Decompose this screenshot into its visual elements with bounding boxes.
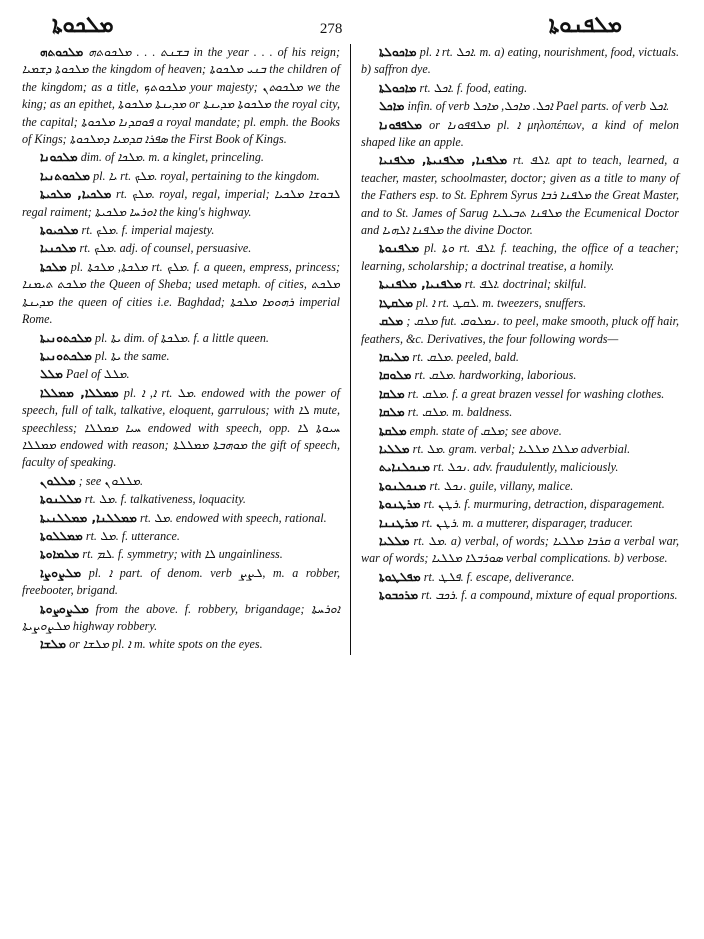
entry-definition: pl. ܝܬܐ dim. of ܡܠܟܬܐ. f. a little queen. xyxy=(92,330,269,345)
entry-headword: ܡܠܟܘܬܢܝܐ xyxy=(40,168,91,183)
dictionary-entry xyxy=(361,587,679,604)
dictionary-entry xyxy=(361,44,679,79)
entry-definition: pl. ܘܬܐ rt. ܐܠܦ. f. teaching, the office of a teacher; learning, scholarship; a doctrinal treatise, a homily. xyxy=(361,241,679,273)
dictionary-entry xyxy=(361,152,679,239)
dictionary-entry xyxy=(361,240,679,275)
entry-definition: rt. ܡܠ. gram. verbal; ܡܠܠܐ ܡܠܠܝܐ adverbial. xyxy=(409,441,631,456)
entry-headword: ܡܢܟܠܢܘܬܐ xyxy=(379,478,427,493)
entry-definition: pl. ܐ part. of denom. verb ܠܨܨ, m. a robber, freebooter, brigand. xyxy=(22,565,340,598)
dictionary-entry xyxy=(361,295,679,312)
dictionary-entry xyxy=(22,601,340,636)
entry-definition: rt. ܦܠܛ. f. escape, deliverance. xyxy=(420,569,575,584)
entry-headword: ܡܠܩܐ xyxy=(379,405,405,420)
entry-definition: Pael of ܡܠܠ. xyxy=(62,367,130,382)
entry-definition: rt. ܐܠܦ. apt to teach, learned, a teacher, master, schoolmaster, doctor; given as a title to many of the Fathers esp. to St. Ephrem Syrus ܡܠܦܢܐ ܪܒܐ the Great Master, and to St. James of Sarug ܡܠܦܢܐ ܬܒܝܠܝܐ the Ecumenical Doctor and ܡܠܦܢܐ ܐܠܗܝܐ the divine Doctor. xyxy=(361,153,679,238)
entry-headword: ܡܠܟܝܐ, ܡܠܟܝܬܐ xyxy=(40,187,112,202)
dictionary-entry xyxy=(22,385,340,472)
entry-headword: ܡܠܦܦܘܢܐ xyxy=(379,117,423,132)
entry-headword: ܡܦܠܛܘܬܐ xyxy=(379,569,421,584)
entry-headword: ܡܠܟܘܬܗ xyxy=(40,45,84,59)
entry-headword: ܡܠܟܬܘܢܝܬܐ xyxy=(40,348,92,363)
entry-headword: ܡܢܟܠܢܐܝܬ xyxy=(379,460,431,475)
entry-definition: pl. ܐ, ܐ rt. ܡܠ. endowed with the power of speech, full of talk, talkative, eloquent, garrulous; with ܠܐ mute, speechless; ܚܝܐ ܡܡܠܠܐ endowed with speech, opp. ܚܝܘܬܐ ܠܐ ܡܡܠܠܐ endowed with reason; ܡܘܗܒܬܐ ܡܡܠܠܬܐ the gift of speech, faculty of speaking. xyxy=(22,385,340,470)
page-header xyxy=(22,8,682,38)
entry-definition: rt. ܡܠܩ. peeled, bald. xyxy=(409,349,519,364)
entry-headword: ܡܠܩܐ xyxy=(379,386,405,401)
entry-headword: ܡܪܛܢܘܬܐ xyxy=(379,497,421,512)
entry-definition: pl. ܝܬܐ the same. xyxy=(92,348,170,363)
entry-definition: rt. ܡܠ. endowed with speech, rational. xyxy=(136,510,327,525)
dictionary-entry xyxy=(22,186,340,221)
entry-headword: ܡܠܘܩܐ xyxy=(379,368,412,383)
entry-headword: ܡܡܠܠܘܬܐ xyxy=(40,528,83,543)
entry-definition: rt. ܠܡ. f. symmetry; with ܠܐ ungainliness. xyxy=(79,547,283,562)
entry-definition: ; ܡܠܩ fut. ܢܡܠܘܩ. to peel, make smooth, pluck off hair, feathers, &c. Derivatives, the four following words— xyxy=(361,314,680,346)
entry-headword: ܡܠܟܘܢܐ xyxy=(40,150,78,165)
entry-headword: ܡܠܠ xyxy=(40,367,63,382)
dictionary-entry xyxy=(361,313,679,348)
dictionary-entry xyxy=(361,515,679,532)
dictionary-entry xyxy=(22,565,340,600)
dictionary-entry xyxy=(22,366,340,383)
entry-headword: ܡܐܟܘܠܬܐ xyxy=(379,45,417,59)
dictionary-entry xyxy=(22,491,340,508)
columns xyxy=(22,44,682,655)
entry-headword: ܡܠܟܬܐ xyxy=(40,259,67,274)
dictionary-entry xyxy=(22,510,340,527)
entry-definition: emph. state of ܡܠܩ; see above. xyxy=(406,423,562,438)
entry-headword: ܡܠܟܬܘܢܝܬܐ xyxy=(40,330,92,345)
entry-headword: ܡܪܛܢܢܐ xyxy=(379,515,419,530)
entry-definition: rt. ܢܟܠ. adv. fraudulently, maliciously. xyxy=(430,460,619,475)
entry-headword: ܡܠܨܘܨܘܬܐ xyxy=(40,601,89,616)
running-head-left: ܡܠܟܘܬܐ xyxy=(52,12,114,37)
entry-headword: ܡܡܠܠܢܐ, ܡܡܠܠܢܝܬܐ xyxy=(40,510,137,525)
entry-definition: pl. ܡܠܟܬܐ, ܡܠܟܬܐ rt. ܡܠܟ. f. a queen, empress, princess; ܡܠܟܬ ܬܝܡܢܐ the Queen of Sheba; used metaph. of cities, ܡܠܟܬ ܡܕܝܢܬܐ the queen of cities i.e. Baghdad; ܪܗܘܡܐ ܡܠܟܬܐ imperial Rome. xyxy=(22,259,340,327)
dictionary-entry xyxy=(22,473,340,490)
dictionary-entry xyxy=(361,276,679,293)
dictionary-entry xyxy=(361,441,679,458)
entry-headword: ܡܠܠܝܐ xyxy=(379,533,410,548)
entry-headword: ܡܪܟܒܘܬܐ xyxy=(379,588,419,603)
entry-headword: ܡܠܩܛܐ xyxy=(379,295,414,310)
entry-definition: rt. ܡܠܟ. f. imperial majesty. xyxy=(78,223,215,238)
dictionary-entry xyxy=(22,330,340,347)
entry-headword: ܡܐܟܘܠܬܐ xyxy=(379,80,417,95)
entry-definition: infin. of verb ܐܟܠ. ܡܐܟܠ, ܡܐܟܠ Pael parts. of verb ܐܟܠ. xyxy=(404,99,670,114)
entry-definition: dim. of ܡܠܟܐ. m. a kinglet, princeling. xyxy=(77,150,264,165)
entry-definition: rt. ܡܠܩ. f. a great brazen vessel for washing clothes. xyxy=(404,386,665,401)
dictionary-entry xyxy=(22,240,340,257)
dictionary-entry xyxy=(361,533,679,568)
dictionary-entry xyxy=(361,496,679,513)
dictionary-entry xyxy=(22,222,340,239)
entry-definition: rt. ܡܠ. f. talkativeness, loquacity. xyxy=(81,492,246,507)
entry-definition: rt. ܡܠܟ. adj. of counsel, persuasive. xyxy=(76,241,252,256)
right-column xyxy=(350,44,679,655)
entry-headword: ܡܠܠܢܘܬܐ xyxy=(40,492,82,507)
entry-headword: ܡܠܠܘܢ xyxy=(40,473,76,488)
entry-headword: ܡܠܨܘܨܐ xyxy=(40,565,82,580)
entry-definition: rt. ܡܠܩ. m. baldness. xyxy=(404,405,513,420)
entry-definition: rt. ܡܠ. a) verbal, of words; ܩܪܒܐ ܡܠܠܝܐ a verbal war, war of words; ܣܘܪܒܠܐ ܡܠܠܝܐ verbal complications. b) verbose. xyxy=(361,533,680,566)
page-number: 278 xyxy=(319,21,343,37)
entry-definition: rt. ܐܟܠ. f. food, eating. xyxy=(416,80,528,95)
dictionary-entry xyxy=(361,423,679,440)
entry-definition: rt. ܡܠܟ. royal, regal, imperial; ܠܒܘܫܐ ܡܠܟܝܐ regal raiment; ܐܘܪܚܐ ܡܠܟܝܬܐ the king's highway. xyxy=(22,187,341,219)
dictionary-entry xyxy=(361,386,679,403)
entry-definition: rt. ܡܠܩ. hardworking, laborious. xyxy=(411,368,577,383)
entry-headword: ܡܠܡܐܘܬܐ xyxy=(40,547,80,562)
entry-definition: or ܡܠܫܐ pl. ܐ m. white spots on the eyes. xyxy=(66,637,263,652)
entry-definition: rt. ܡܠ. f. utterance. xyxy=(82,528,180,543)
dictionary-entry xyxy=(22,259,340,329)
dictionary-entry xyxy=(22,44,340,148)
entry-definition: pl. ܐ rt. ܠܩܛ. m. tweezers, snuffers. xyxy=(413,295,587,310)
dictionary-entry xyxy=(361,98,679,115)
dictionary-entry xyxy=(22,348,340,365)
entry-definition: rt. ܪܛܢ. f. murmuring, detraction, disparagement. xyxy=(420,497,665,512)
entry-definition: rt. ܪܛܢ. m. a mutterer, disparager, traducer. xyxy=(418,515,634,530)
entry-definition: ; see ܡܠܠܘܢ. xyxy=(75,473,143,488)
dictionary-entry xyxy=(361,569,679,586)
left-column xyxy=(22,44,350,655)
entry-definition: pl. ܝܐ rt. ܡܠܟ. royal, pertaining to the kingdom. xyxy=(90,168,320,183)
entry-headword: ܡܠܟܝܘܬܐ xyxy=(40,223,79,238)
entry-headword: ܡܠܩܬܐ xyxy=(379,423,407,438)
entry-definition: rt. ܢܟܠ. guile, villany, malice. xyxy=(426,478,574,493)
dictionary-entry xyxy=(22,546,340,563)
entry-headword: ܡܡܠܠܐ, ܡܡܠܠܐ xyxy=(40,385,119,400)
entry-headword: ܡܐܟܠ xyxy=(379,99,405,114)
entry-headword: ܡܠܩ xyxy=(379,314,404,329)
dictionary-entry xyxy=(361,478,679,495)
entry-headword: ܡܠܦܢܝܐ, ܡܠܦܢܝܬܐ xyxy=(379,277,462,292)
entry-headword: ܡܠܫܐ xyxy=(40,637,67,652)
entry-headword: ܡܠܠܝܐ xyxy=(379,441,410,456)
dictionary-entry xyxy=(22,168,340,185)
dictionary-entry xyxy=(361,367,679,384)
dictionary-entry xyxy=(361,404,679,421)
dictionary-entry xyxy=(361,459,679,476)
dictionary-entry xyxy=(361,117,679,152)
dictionary-entry xyxy=(361,80,679,97)
entry-headword: ܡܠܟܢܝܐ xyxy=(40,241,77,256)
entry-headword: ܡܠܝܩܐ xyxy=(379,349,410,364)
entry-definition: rt. ܪܟܒ. f. a compound, mixture of equal proportions. xyxy=(418,588,678,603)
entry-headword: ܡܠܦܢܐ, ܡܠܦܢܝܬܐ, ܡܠܦܢܝܐ xyxy=(379,153,508,168)
entry-definition: pl. ܐ rt. ܐܟܠ. m. a) eating, nourishment, food, victuals. b) saffron dye. xyxy=(361,45,679,77)
running-head-right: ܡܠܦܢܘܬܐ xyxy=(548,12,622,37)
entry-definition: ܒܫܢܬ . . . ܡܠܟܘܬܗ in the year . . . of his reign; ܡܠܟܘܬܐ ܕܫܡܝܐ the kingdom of heaven; ܒܢܝ ܡܠܟܘܬܐ the children of the kingdom; as a title, ܡܠܟܘܬܟ your majesty; ܡܠܟܘܬܢ we the king; as an epithet, ܡܕܝܢܬܐ ܡܠܟܘܬܐ or ܡܠܟܘܬܐ ܡܕܝܢܬܐ the royal city, the capital; ܦܘܩܕܢܐ ܡܠܟܘܬܐ a royal mandate; pl. emph. the Books of Kings; ܣܦܪܐ ܩܕܡܝܐ ܕܡܠܟܘܬܐ the First Book of Kings. xyxy=(22,45,340,147)
entry-definition: rt. ܐܠܦ. doctrinal; skilful. xyxy=(461,277,587,292)
entry-headword: ܡܠܦܢܘܬܐ xyxy=(379,241,420,256)
entry-definition: from the above. f. robbery, brigandage; ܐܘܪܚܬܐ ܡܠܨܘܨܝܬܐ highway robbery. xyxy=(22,601,340,633)
dictionary-entry xyxy=(22,528,340,545)
dictionary-entry xyxy=(361,349,679,366)
dictionary-entry xyxy=(22,149,340,166)
entry-definition: or ܡܠܦܦܘܢܐ pl. ܐ μηλοπέπων, a kind of melon shaped like an apple. xyxy=(361,117,679,150)
dictionary-entry xyxy=(22,636,340,653)
